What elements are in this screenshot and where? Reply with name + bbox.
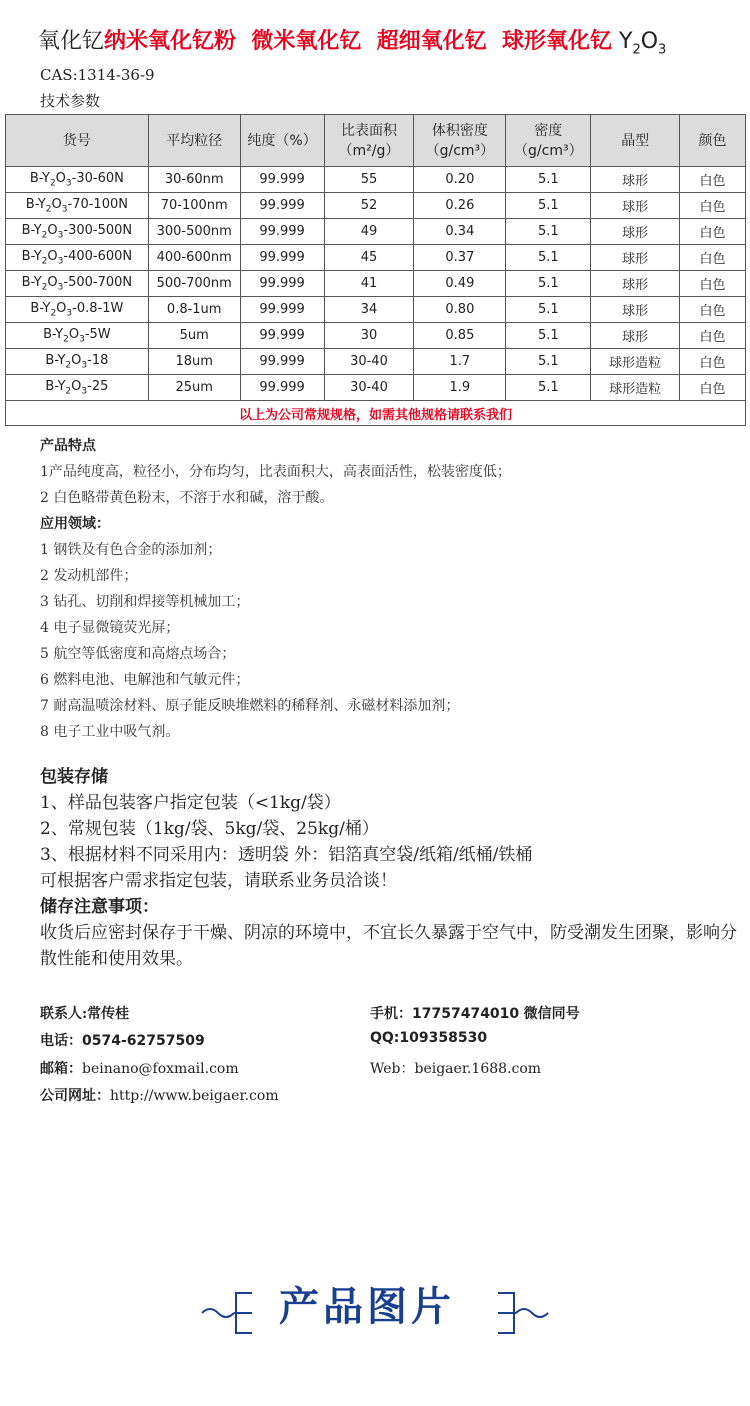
application-item: 7 耐高温喷涂材料、原子能反映堆燃料的稀释剂、永磁材料添加剂； [40,698,460,714]
cell-color: 白色 [680,219,746,245]
cell-bulk-density: 0.26 [414,193,506,219]
cell-purity: 99.999 [240,245,324,271]
cell-purity: 99.999 [240,271,324,297]
cell-ssa: 52 [324,193,414,219]
banner-title: 产品图片 [279,1284,455,1330]
cell-color: 白色 [680,167,746,193]
cell-size: 70-100nm [148,193,240,219]
cell-crystal: 球形 [591,219,680,245]
site-link[interactable]: http://www.beigaer.com [110,1088,279,1104]
cas-number: CAS:1314-36-9 [40,66,155,84]
cell-bulk-density: 0.80 [414,297,506,323]
table-row [6,375,746,401]
cell-color: 白色 [680,271,746,297]
application-item: 3 钻孔、切削和焊接等机械加工； [40,594,250,610]
contact-site: 公司网址：http://www.beigaer.com [40,1088,279,1104]
cell-ssa: 41 [324,271,414,297]
cell-purity: 99.999 [240,219,324,245]
cell-bulk-density: 1.7 [414,349,506,375]
cell-ssa: 30 [324,323,414,349]
page-title [38,24,666,57]
table-row [6,349,746,375]
feature-item: 1产品纯度高，粒径小，分布均匀，比表面积大，高表面活性，松装密度低； [40,464,511,480]
cell-bulk-density: 0.37 [414,245,506,271]
table-row [6,193,746,219]
header-bulk-density: 体积密度 （g/cm³） [414,115,506,167]
cell-density: 5.1 [506,245,591,271]
cell-item-no: $B-Y_2O_3-500-700N$ [6,271,149,297]
cell-ssa: 55 [324,167,414,193]
cell-color: 白色 [680,193,746,219]
cell-size: 300-500nm [148,219,240,245]
application-item: 5 航空等低密度和高熔点场合； [40,646,236,662]
cell-item-no: $B-Y_2O_3-0.8-1W$ [6,297,149,323]
cell-crystal: 球形造粒 [591,349,680,375]
header-purity: 纯度（%） [240,115,324,167]
feature-item: 2 白色略带黄色粉末，不溶于水和碱，溶于酸。 [40,490,334,506]
features-heading: 产品特点 [40,438,96,454]
cell-item-no: $B-Y_2O_3-25$ [6,375,149,401]
cell-color: 白色 [680,297,746,323]
storage-heading: 储存注意事项： [40,897,159,917]
packaging-item: 可根据客户需求指定包装，请联系业务员洽谈！ [40,871,397,891]
cell-size: 5um [148,323,240,349]
cell-crystal: 球形 [591,297,680,323]
application-item: 8 电子工业中吸气剂。 [40,724,180,740]
table-row [6,219,746,245]
application-item: 6 燃料电池、电解池和气敏元件； [40,672,250,688]
cell-bulk-density: 0.49 [414,271,506,297]
cell-purity: 99.999 [240,349,324,375]
cell-purity: 99.999 [240,297,324,323]
table-row [6,167,746,193]
packaging-heading: 包装存储 [40,767,108,787]
cell-item-no: $B-Y_2O_3-18$ [6,349,149,375]
cell-item-no: $B-Y_2O_3-300-500N$ [6,219,149,245]
cell-size: 500-700nm [148,271,240,297]
cell-purity: 99.999 [240,323,324,349]
cell-size: 25um [148,375,240,401]
cell-item-no: $B-Y_2O_3-70-100N$ [6,193,149,219]
header-avg-size: 平均粒径 [148,115,240,167]
cell-purity: 99.999 [240,375,324,401]
title-prefix: 氧化钇 [38,29,105,54]
cell-density: 5.1 [506,375,591,401]
applications-heading: 应用领域： [40,516,110,532]
cell-bulk-density: 1.9 [414,375,506,401]
contacts-section [40,1000,740,1110]
header-ssa: 比表面积 （m²/g） [324,115,414,167]
table-note: 以上为公司常规规格，如需其他规格请联系我们 [6,401,746,426]
table-row [6,297,746,323]
table-note-row [6,401,746,426]
cell-crystal: 球形 [591,167,680,193]
cell-density: 5.1 [506,271,591,297]
title-formula: $Y_2O_3$ [618,29,667,58]
packaging-item: 1、样品包装客户指定包装（<1kg/袋） [40,793,341,813]
cell-crystal: 球形 [591,193,680,219]
cell-bulk-density: 0.20 [414,167,506,193]
header-crystal: 晶型 [591,115,680,167]
cell-purity: 99.999 [240,167,324,193]
cell-density: 5.1 [506,323,591,349]
cell-density: 5.1 [506,167,591,193]
packaging-item: 2、常规包装（1kg/袋、5kg/袋、25kg/桶） [40,819,379,839]
header-density: 密度 （g/cm³） [506,115,591,167]
cell-ssa: 30-40 [324,349,414,375]
cell-size: 18um [148,349,240,375]
cell-color: 白色 [680,375,746,401]
application-item: 2 发动机部件； [40,568,138,584]
product-images-banner [200,1275,550,1345]
cell-item-no: $B-Y_2O_3-400-600N$ [6,245,149,271]
cell-size: 0.8-1um [148,297,240,323]
params-label: 技术参数 [40,92,101,110]
spec-table [5,114,746,426]
contact-web: Web：beigaer.1688.com [370,1061,542,1077]
cell-density: 5.1 [506,219,591,245]
contact-email: 邮箱：beinano@foxmail.com [40,1061,239,1077]
cell-color: 白色 [680,323,746,349]
cell-item-no: $B-Y_2O_3-30-60N$ [6,167,149,193]
cell-size: 30-60nm [148,167,240,193]
application-item: 1 钢铁及有色合金的添加剂； [40,542,222,558]
table-row [6,271,746,297]
email-link[interactable]: beinano@foxmail.com [82,1061,239,1077]
storage-text: 收货后应密封保存于干燥、阴凉的环境中，不宜长久暴露于空气中，防受潮发生团聚，影响分散性能和使用效果。 [40,923,737,969]
contact-person: 联系人:常传桂 [40,1006,130,1022]
cell-size: 400-600nm [148,245,240,271]
cell-density: 5.1 [506,193,591,219]
header-color: 颜色 [680,115,746,167]
cell-ssa: 30-40 [324,375,414,401]
cell-density: 5.1 [506,297,591,323]
table-row [6,245,746,271]
cell-crystal: 球形造粒 [591,375,680,401]
cell-ssa: 49 [324,219,414,245]
cell-crystal: 球形 [591,245,680,271]
features-section [40,433,740,745]
cell-ssa: 34 [324,297,414,323]
cell-crystal: 球形 [591,271,680,297]
contact-qq: QQ:109358530 [370,1030,488,1046]
cell-ssa: 45 [324,245,414,271]
cell-color: 白色 [680,245,746,271]
cell-bulk-density: 0.34 [414,219,506,245]
cell-item-no: $B-Y_2O_3-5W$ [6,323,149,349]
packaging-item: 3、根据材料不同采用内：透明袋 外：铝箔真空袋/纸箱/纸桶/铁桶 [40,845,533,865]
table-header-row [6,115,746,167]
cell-crystal: 球形 [591,323,680,349]
contact-mobile: 手机：17757474010 微信同号 [370,1006,580,1022]
cell-color: 白色 [680,349,746,375]
cell-purity: 99.999 [240,193,324,219]
web-link[interactable]: beigaer.1688.com [414,1061,542,1077]
application-item: 4 电子显微镜荧光屏； [40,620,180,636]
cell-density: 5.1 [506,349,591,375]
table-row [6,323,746,349]
header-item-no: 货号 [6,115,149,167]
title-keywords: 纳米氧化钇粉 微米氧化钇 超细氧化钇 球形氧化钇 [104,28,612,54]
contact-phone: 电话：0574-62757509 [40,1033,205,1049]
packaging-section [40,764,745,972]
cell-bulk-density: 0.85 [414,323,506,349]
